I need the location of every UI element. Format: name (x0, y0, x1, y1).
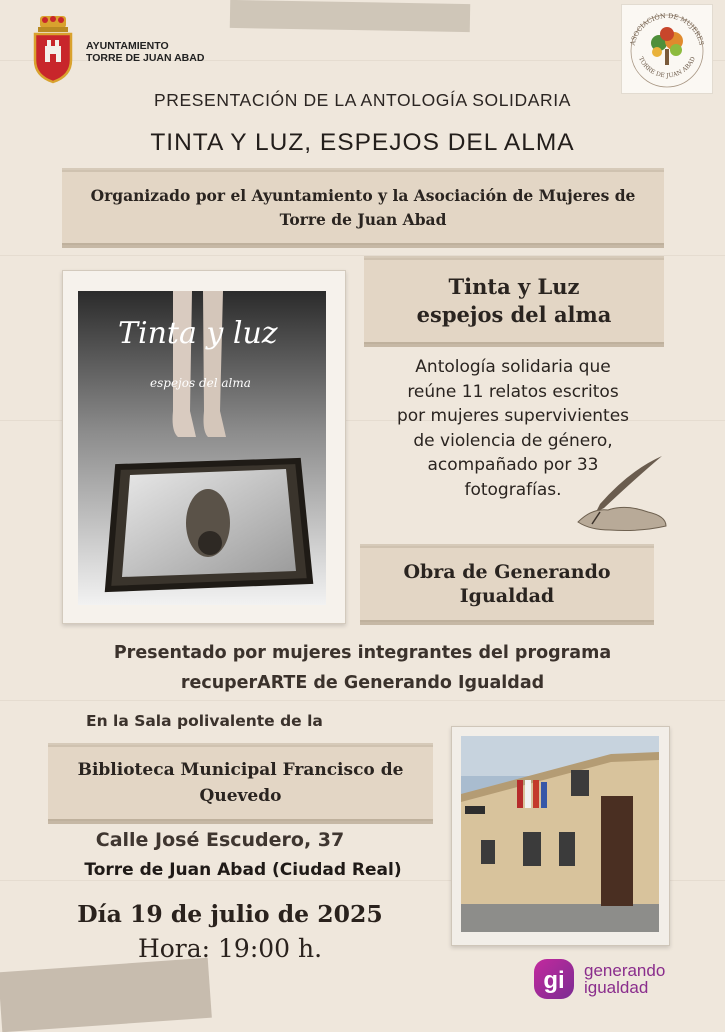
description-line: reúne 11 relatos escritos (407, 381, 619, 402)
cover-subtitle: espejos del alma (150, 376, 251, 390)
venue-intro: En la Sala polivalente de la (86, 712, 323, 730)
obra-band (360, 546, 654, 622)
presented-line2: recuperARTE de Generando Igualdad (180, 673, 545, 693)
gi-logo-letters: gi (543, 967, 565, 994)
association-ring-top-text: ASOCIACIÓN DE MUJERES (628, 11, 706, 47)
sponsor-line1: generando (584, 961, 666, 980)
venue-city: Torre de Juan Abad (Ciudad Real) (84, 860, 402, 880)
venue-street: Calle José Escudero, 37 (95, 829, 345, 851)
ayuntamiento-line2: TORRE DE JUAN ABAD (86, 52, 205, 64)
ayuntamiento-name (86, 40, 204, 64)
ayuntamiento-line1: AYUNTAMIENTO (86, 40, 169, 52)
event-time: Hora: 19:00 h. (137, 934, 323, 963)
presentation-line: PRESENTACIÓN DE LA ANTOLOGÍA SOLIDARIA (154, 90, 571, 110)
association-logo (621, 4, 713, 94)
description-line: por mujeres supervivientes (396, 406, 630, 426)
description-line: fotografías. (464, 479, 562, 500)
library-line2: Quevedo (199, 786, 282, 806)
book-band-line2: espejos del alma (416, 302, 612, 327)
book-cover-image (78, 291, 326, 605)
library-photo (461, 736, 659, 932)
obra-line2: Igualdad (459, 585, 555, 607)
organized-line2: Torre de Juan Abad (279, 209, 447, 229)
event-date: Día 19 de julio de 2025 (77, 900, 383, 928)
description-line: de violencia de género, (413, 430, 613, 451)
torn-paper-top (230, 0, 470, 32)
library-band (48, 745, 433, 821)
presented-line1: Presentado por mujeres integrantes del programa (113, 643, 612, 663)
sponsor-line2: igualdad (584, 978, 649, 997)
torn-paper-bottom (0, 958, 212, 1032)
generando-igualdad-logo (532, 957, 576, 1001)
generando-igualdad-name (584, 962, 665, 996)
description-line: Antología solidaria que (415, 357, 611, 377)
quill-hand-icon (570, 452, 670, 532)
presented-by (0, 638, 725, 698)
association-ring-bottom-text: TORRE DE JUAN ABAD (637, 55, 697, 80)
description-line: acompañado por 33 (427, 455, 599, 475)
book-band-line1: Tinta y Luz (448, 274, 580, 299)
main-title: TINTA Y LUZ, ESPEJOS DEL ALMA (150, 129, 575, 156)
obra-line1: Obra de Generando (403, 561, 611, 583)
organized-line1: Organizado por el Ayuntamiento y la Asociación de Mujeres de (90, 185, 636, 205)
organized-by-band (62, 170, 664, 245)
coat-of-arms-logo (32, 14, 74, 84)
library-line1: Biblioteca Municipal Francisco de (77, 760, 404, 780)
cover-title: Tinta y luz (118, 316, 278, 351)
book-title-band (364, 258, 664, 344)
